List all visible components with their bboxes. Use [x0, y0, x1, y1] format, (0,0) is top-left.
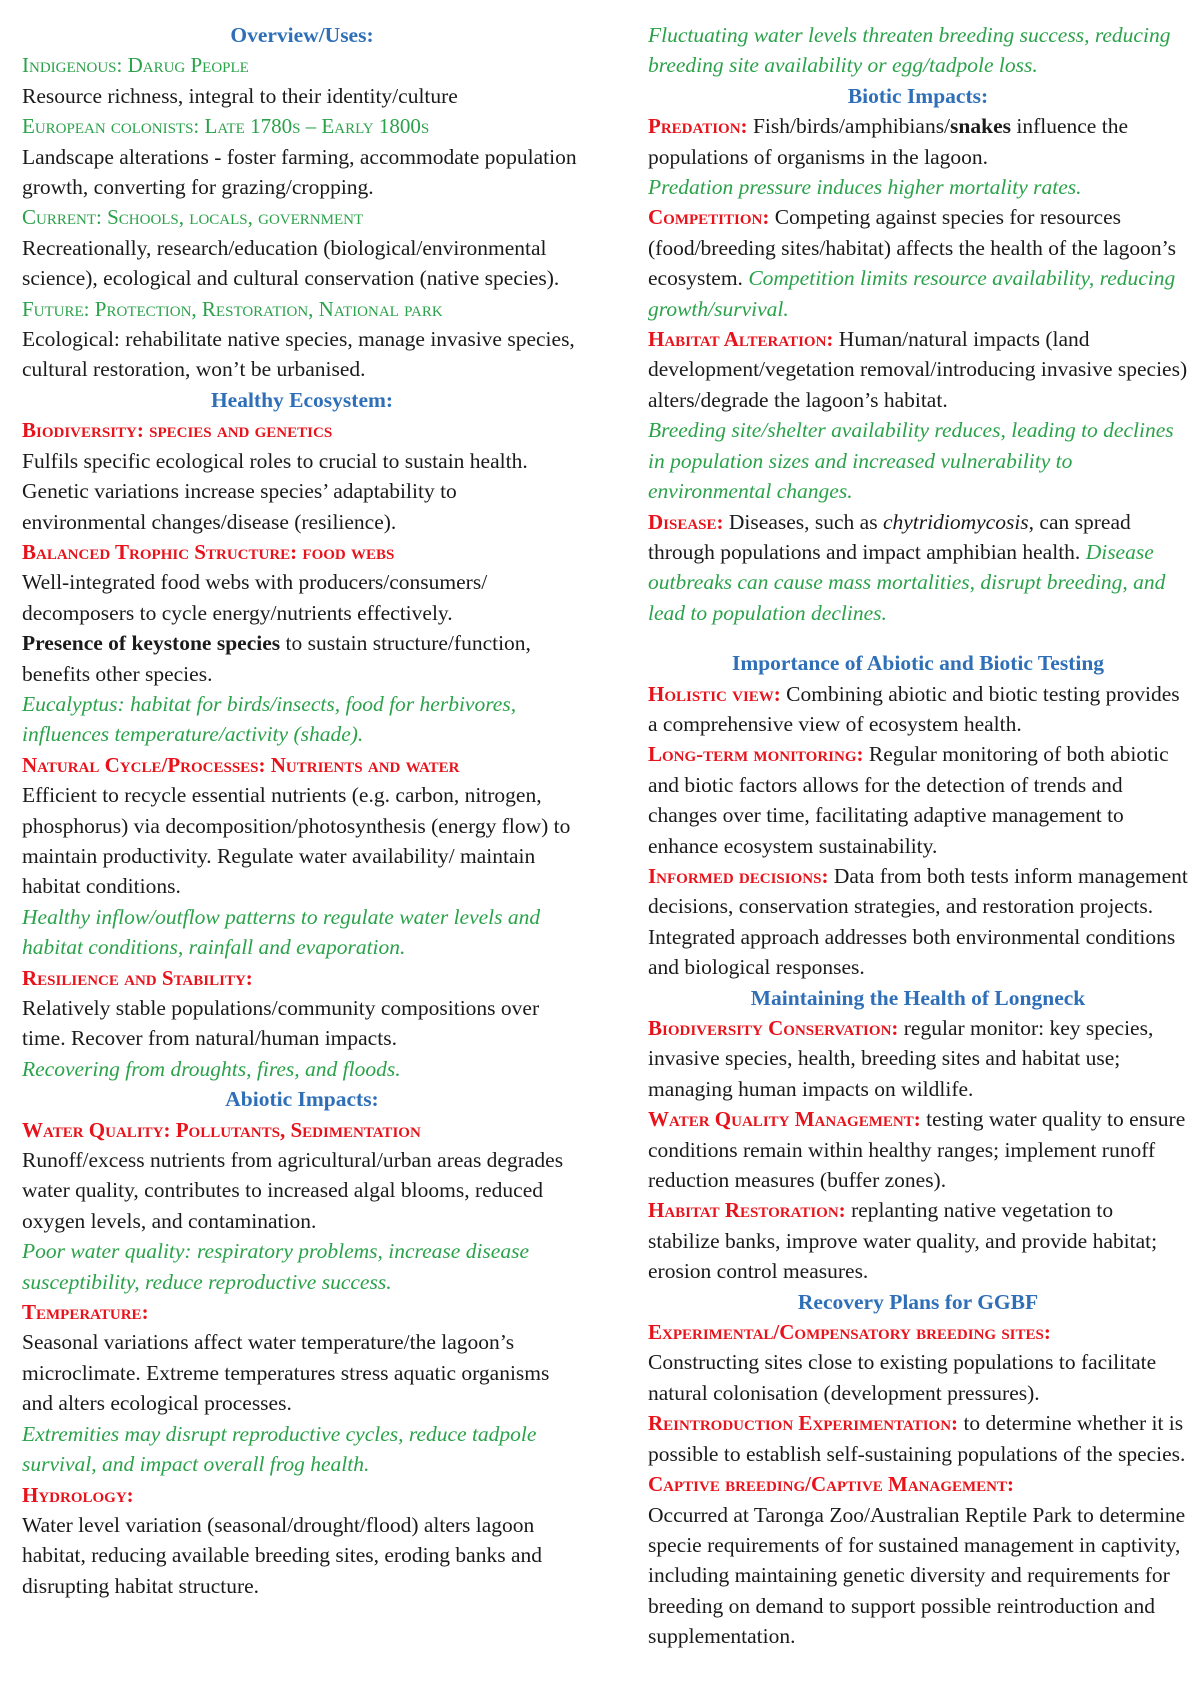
overview-heading: Overview/Uses: — [230, 23, 374, 47]
natural-cycle-text: Efficient to recycle essential nutrients (e.g. carbon, nitrogen, phosphorus) via decomposition/photosynthesis (energy flow) to maintain productivity. Regulate water availability/ maintain habitat conditions. — [22, 783, 571, 899]
abiotic-heading: Abiotic Impacts: — [225, 1087, 379, 1112]
keystone-paragraph — [22, 628, 582, 689]
habitat-alteration-green: Breeding site/shelter availability reduces, leading to declines in population sizes and increased vulnerability to environmental changes. — [648, 418, 1174, 504]
habitat-paragraph — [648, 324, 1188, 415]
biodiversity-text: Fulfils specific ecological roles to crucial to sustain health. Genetic variations increase species’ adaptability to environmental changes/disease (resilience). — [22, 448, 528, 534]
holistic-paragraph — [648, 679, 1188, 740]
predation-text-a: Fish/birds/amphibians/ — [747, 114, 951, 139]
experimental-text: Constructing sites close to existing populations to facilitate natural colonisation (development pressures). — [648, 1350, 1157, 1405]
water-quality-text: Runoff/excess nutrients from agricultural/urban areas degrades water quality, contributes to increased algal blooms, reduced oxygen levels, and contamination. — [22, 1148, 564, 1233]
water-management-label: Water Quality Management: — [648, 1107, 921, 1132]
trophic-label: Balanced Trophic Structure: food webs — [22, 539, 395, 564]
resilience-text: Relatively stable populations/community compositions over time. Recover from natural/human impacts. — [22, 996, 540, 1051]
biotic-heading: Biotic Impacts: — [847, 83, 989, 108]
hydrology-green: Fluctuating water levels threaten breeding success, reducing breeding site availability or egg/tadpole loss. — [648, 23, 1171, 78]
informed-text: Data from both tests inform management decisions, conservation strategies, and restoration projects. Integrated approach addresses both environmental conditions and biological responses. — [648, 863, 1188, 980]
captive-label: Captive breeding/Captive Management: — [648, 1472, 1015, 1497]
experimental-label: Experimental/Compensatory breeding sites: — [648, 1320, 1051, 1345]
recovery-heading: Recovery Plans for GGBF — [797, 1289, 1039, 1314]
restoration-label: Habitat Restoration: — [648, 1198, 846, 1223]
keystone-text: to sustain structure/function, benefits other species. — [22, 631, 531, 686]
left-column — [22, 20, 582, 1601]
resilience-green: Recovering from droughts, fires, and floods. — [22, 1056, 401, 1081]
predation-label: Predation: — [648, 114, 748, 139]
predation-paragraph — [648, 111, 1188, 172]
disease-text-b: , can spread through populations and impact amphibian health. — [648, 509, 1131, 564]
hydrology-label: Hydrology: — [22, 1482, 134, 1507]
bioconservation-paragraph — [648, 1013, 1188, 1104]
longterm-paragraph — [648, 739, 1188, 861]
importance-heading: Importance of Abiotic and Biotic Testing — [731, 651, 1105, 676]
competition-text: Competing against species for resources (food/breeding sites/habitat) affects the health of the lagoon’s ecosystem. — [648, 205, 1176, 291]
informed-label: Informed decisions: — [648, 863, 829, 888]
captive-text: Occurred at Taronga Zoo/Australian Reptile Park to determine specie requirements of for sustained management in captivity, including maintaining genetic diversity and requirements for breeding on demand to support possible reintroduction and supplementation. — [648, 1502, 1186, 1649]
european-label: European colonists: Late 1780s – Early 1800s — [22, 114, 430, 139]
predation-text-b: influence the populations of organisms in the lagoon. — [648, 114, 1128, 169]
competition-label: Competition: — [648, 205, 770, 230]
resilience-label: Resilience and Stability: — [22, 965, 253, 990]
healthy-ecosystem-heading: Healthy Ecosystem: — [210, 387, 394, 412]
disease-text-a: Diseases, such as — [723, 509, 883, 534]
temperature-label: Temperature: — [22, 1300, 149, 1325]
biodiversity-label: Biodiversity: species and genetics — [22, 418, 333, 443]
future-text: Ecological: rehabilitate native species, manage invasive species, cultural restoration, won’t be urbanised. — [22, 327, 575, 382]
indigenous-label: Indigenous: Darug People — [22, 53, 249, 78]
bioconservation-text: regular monitor: key species, invasive species, health, breeding sites and habitat use; managing human impacts on wildlife. — [648, 1016, 1154, 1101]
reintroduction-paragraph — [648, 1408, 1188, 1469]
hydrology-text: Water level variation (seasonal/drought/flood) alters lagoon habitat, reducing available breeding sites, eroding banks and disrupting habitat structure. — [22, 1512, 543, 1598]
trophic-text: Well-integrated food webs with producers/consumers/ decomposers to cycle energy/nutrients effectively. — [22, 570, 488, 625]
current-label: Current: Schools, locals, government — [22, 205, 364, 230]
temperature-text: Seasonal variations affect water temperature/the lagoon’s microclimate. Extreme temperatures stress aquatic organisms and alters ecological processes. — [22, 1330, 550, 1416]
restoration-paragraph — [648, 1195, 1188, 1286]
holistic-label: Holistic view: — [648, 681, 781, 706]
section-spacer — [648, 628, 1188, 648]
longterm-text: Regular monitoring of both abiotic and biotic factors allows for the detection of trends and changes over time, facilitating adaptive management to enhance ecosystem sustainability. — [648, 742, 1169, 858]
disease-italic: chytridiomycosis — [882, 509, 1029, 534]
habitat-alteration-text: Human/natural impacts (land development/vegetation removal/introducing invasive species) alters/degrade the lagoon’s habitat. — [648, 327, 1188, 412]
water-management-text: testing water quality to ensure conditions remain within healthy ranges; implement runoff reduction measures (buffer zones). — [648, 1107, 1186, 1193]
bioconservation-label: Biodiversity Conservation: — [648, 1016, 899, 1040]
competition-green: Competition limits resource availability, reducing growth/survival. — [648, 266, 1176, 321]
right-column — [648, 20, 1188, 1652]
informed-paragraph — [648, 861, 1188, 983]
temperature-green: Extremities may disrupt reproductive cycles, reduce tadpole survival, and impact overall frog health. — [22, 1421, 537, 1477]
longterm-label: Long-term monitoring: — [648, 742, 864, 767]
predation-bold: snakes — [950, 114, 1011, 139]
water-quality-green: Poor water quality: respiratory problems, increase disease susceptibility, reduce reproductive success. — [22, 1239, 529, 1294]
disease-paragraph — [648, 507, 1188, 629]
natural-cycle-green: Healthy inflow/outflow patterns to regulate water levels and habitat conditions, rainfall and evaporation. — [22, 904, 541, 960]
current-text: Recreationally, research/education (biological/environmental science), ecological and cultural conservation (native species). — [22, 235, 560, 291]
future-label: Future: Protection, Restoration, National park — [22, 296, 443, 321]
disease-label: Disease: — [648, 509, 724, 534]
reintroduction-label: Reintroduction Experimentation: — [648, 1411, 959, 1436]
competition-paragraph — [648, 202, 1188, 324]
holistic-text: Combining abiotic and biotic testing provides a comprehensive view of ecosystem health. — [648, 681, 1180, 736]
water-quality-label: Water Quality: Pollutants, Sedimentation — [22, 1117, 421, 1142]
water-management-paragraph — [648, 1104, 1188, 1195]
habitat-alteration-label: Habitat Alteration: — [648, 327, 834, 352]
natural-cycle-label: Natural Cycle/Processes: Nutrients and water — [22, 752, 460, 777]
eucalyptus-text: Eucalyptus: habitat for birds/insects, food for herbivores, influences temperature/activity (shade). — [22, 691, 517, 747]
restoration-text: replanting native vegetation to stabilize banks, improve water quality, and provide habitat; erosion control measures. — [648, 1198, 1158, 1284]
european-text: Landscape alterations - foster farming, accommodate population growth, converting for grazing/cropping. — [22, 144, 577, 200]
reintroduction-text: to determine whether it is possible to establish self-sustaining populations of the species. — [648, 1411, 1186, 1466]
maintaining-heading: Maintaining the Health of Longneck — [750, 985, 1086, 1010]
indigenous-text: Resource richness, integral to their identity/culture — [22, 83, 458, 108]
predation-green: Predation pressure induces higher mortality rates. — [648, 175, 1082, 200]
keystone-bold: Presence of keystone species — [22, 631, 281, 656]
disease-green: Disease outbreaks can cause mass mortalities, disrupt breeding, and lead to population declines. — [648, 539, 1166, 625]
